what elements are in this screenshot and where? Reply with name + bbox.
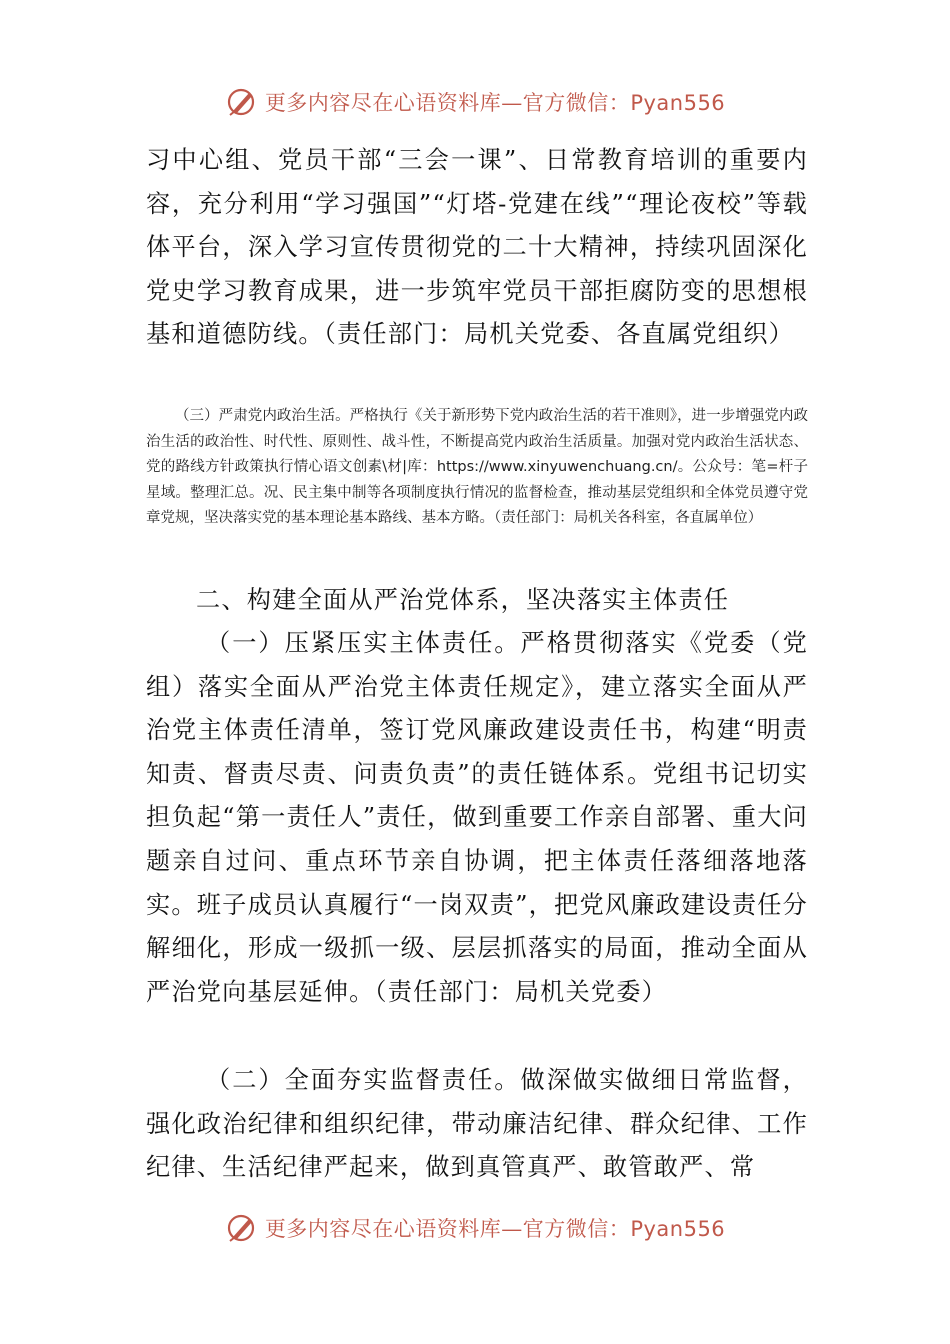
paragraph-text: （二）全面夯实监督责任。做深做实做细日常监督，强化政治纪律和组织纪律，带动廉洁纪律、群众纪律、工作纪律、生活纪律严起来，做到真管真严、敢管敢严、常 bbox=[146, 1066, 808, 1182]
footer-wechat-id: Pyan556 bbox=[630, 1217, 726, 1241]
paragraph-continued bbox=[146, 139, 808, 357]
paragraph-supervision-responsibility bbox=[146, 1059, 808, 1190]
footer-banner-text: 更多内容尽在心语资料库—官方微信：Pyan556 bbox=[264, 1217, 726, 1241]
paragraph-text: 习中心组、党员干部“三会一课”、日常教育培训的重要内容，充分利用“学习强国”“灯塔-党建在线”“理论夜校”等载体平台，深入学习宣传贯彻党的二十大精神，持续巩固深化党史学习教育成果，进一步筑牢党员干部拒腐防变的思想根基和道德防线。（责任部门：局机关党委、各直属党组织） bbox=[146, 146, 808, 349]
pen-logo-icon bbox=[225, 85, 259, 119]
section-heading: 二、构建全面从严治党体系，坚决落实主体责任 bbox=[196, 586, 730, 614]
header-wechat-id: Pyan556 bbox=[630, 91, 726, 115]
pen-logo-icon bbox=[225, 1211, 259, 1245]
paragraph-small-text: （三）严肃党内政治生活。严格执行《关于新形势下党内政治生活的若干准则》，进一步增强党内政治生活的政治性、时代性、原则性、战斗性，不断提高党内政治生活质量。加强对党内政治生活状态、党的路线方针政策执行情心语文创素\材|库：https://www.xinyuwenchuang.cn/。公众号：笔=杆子星域。整理汇总。况、民主集中制等各项制度执行情况的监督检查，推动基层党组织和全体党员遵守党章党规，坚决落实党的基本理论基本路线、基本方略。（责任部门：局机关各科室，各直属单位） bbox=[146, 408, 808, 527]
footer-banner bbox=[0, 1208, 950, 1248]
header-banner-text: 更多内容尽在心语资料库—官方微信：Pyan556 bbox=[264, 91, 726, 115]
paragraph-main-responsibility bbox=[146, 622, 808, 1014]
paragraph-text: （一）压紧压实主体责任。严格贯彻落实《党委（党组）落实全面从严治党主体责任规定》，建立落实全面从严治党主体责任清单，签订党风廉政建设责任书，构建“明责知责、督责尽责、问责负责”的责任链体系。党组书记切实担负起“第一责任人”责任，做到重要工作亲自部署、重大问题亲自过问、重点环节亲自协调，把主体责任落细落地落实。班子成员认真履行“一岗双责”，把党风廉政建设责任分解细化，形成一级抓一级、层层抓落实的局面，推动全面从严治党向基层延伸。（责任部门：局机关党委） bbox=[146, 629, 808, 1006]
header-banner bbox=[0, 82, 950, 122]
paragraph-small-print bbox=[146, 404, 808, 532]
